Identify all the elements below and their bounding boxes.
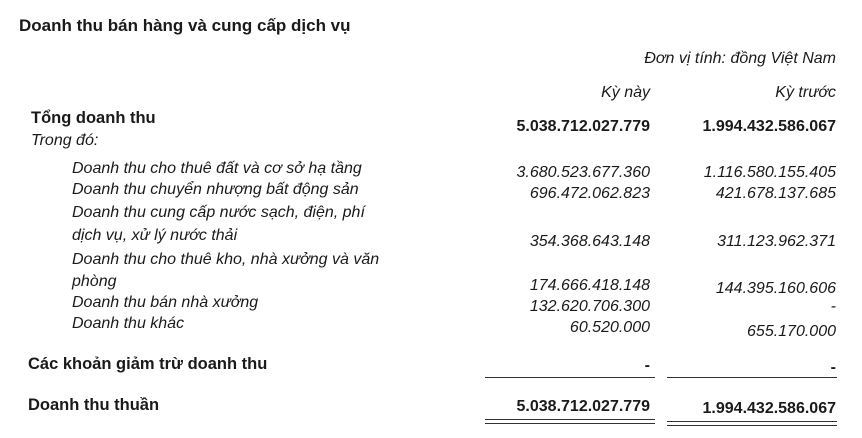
- item-label: Doanh thu cung cấp nước sạch, điện, phí: [72, 204, 365, 221]
- column-header-previous: Kỳ trước: [775, 84, 836, 101]
- total-revenue-previous: 1.994.432.586.067: [702, 118, 836, 135]
- column-header-current: Kỳ này: [601, 84, 650, 101]
- item-label: Doanh thu chuyển nhượng bất động sản: [72, 181, 359, 198]
- item-label-continued: phòng: [72, 273, 117, 290]
- item-previous: 311.123.962.371: [717, 233, 836, 250]
- subtotal-rule-previous: [667, 377, 837, 378]
- item-current: 696.472.062.823: [529, 185, 650, 202]
- item-current: 354.368.643.148: [529, 233, 650, 250]
- total-revenue-current: 5.038.712.027.779: [516, 118, 650, 135]
- item-label: Doanh thu bán nhà xưởng: [72, 294, 259, 311]
- section-title: Doanh thu bán hàng và cung cấp dịch vụ: [19, 16, 351, 35]
- item-previous: 421.678.137.685: [715, 185, 836, 202]
- item-current: 132.620.706.300: [529, 298, 650, 315]
- item-current: 174.666.418.148: [529, 277, 650, 294]
- item-label: Doanh thu cho thuê đất và cơ sở hạ tầng: [72, 160, 362, 177]
- item-previous: 144.395.160.606: [715, 280, 836, 297]
- total-revenue-label: Tổng doanh thu: [31, 109, 156, 127]
- net-revenue-previous: 1.994.432.586.067: [702, 400, 836, 417]
- item-current: 3.680.523.677.360: [516, 164, 650, 181]
- item-label: Doanh thu cho thuê kho, nhà xưởng và văn: [72, 251, 380, 268]
- of-which-label: Trong đó:: [31, 132, 99, 149]
- total-double-rule-current: [485, 419, 655, 424]
- net-revenue-label: Doanh thu thuần: [28, 396, 160, 414]
- item-label-continued: dịch vụ, xử lý nước thải: [72, 227, 238, 244]
- net-revenue-current: 5.038.712.027.779: [516, 398, 650, 415]
- deductions-previous: -: [830, 359, 836, 376]
- item-current: 60.520.000: [569, 319, 650, 336]
- unit-note: Đơn vị tính: đồng Việt Nam: [644, 50, 836, 67]
- total-double-rule-previous: [667, 421, 837, 426]
- item-label: Doanh thu khác: [72, 315, 185, 332]
- deductions-label: Các khoản giảm trừ doanh thu: [28, 355, 268, 373]
- item-previous: -: [830, 298, 836, 315]
- item-previous: 1.116.580.155.405: [703, 164, 836, 181]
- deductions-current: -: [644, 357, 650, 374]
- subtotal-rule-current: [485, 377, 655, 378]
- item-previous: 655.170.000: [747, 323, 836, 340]
